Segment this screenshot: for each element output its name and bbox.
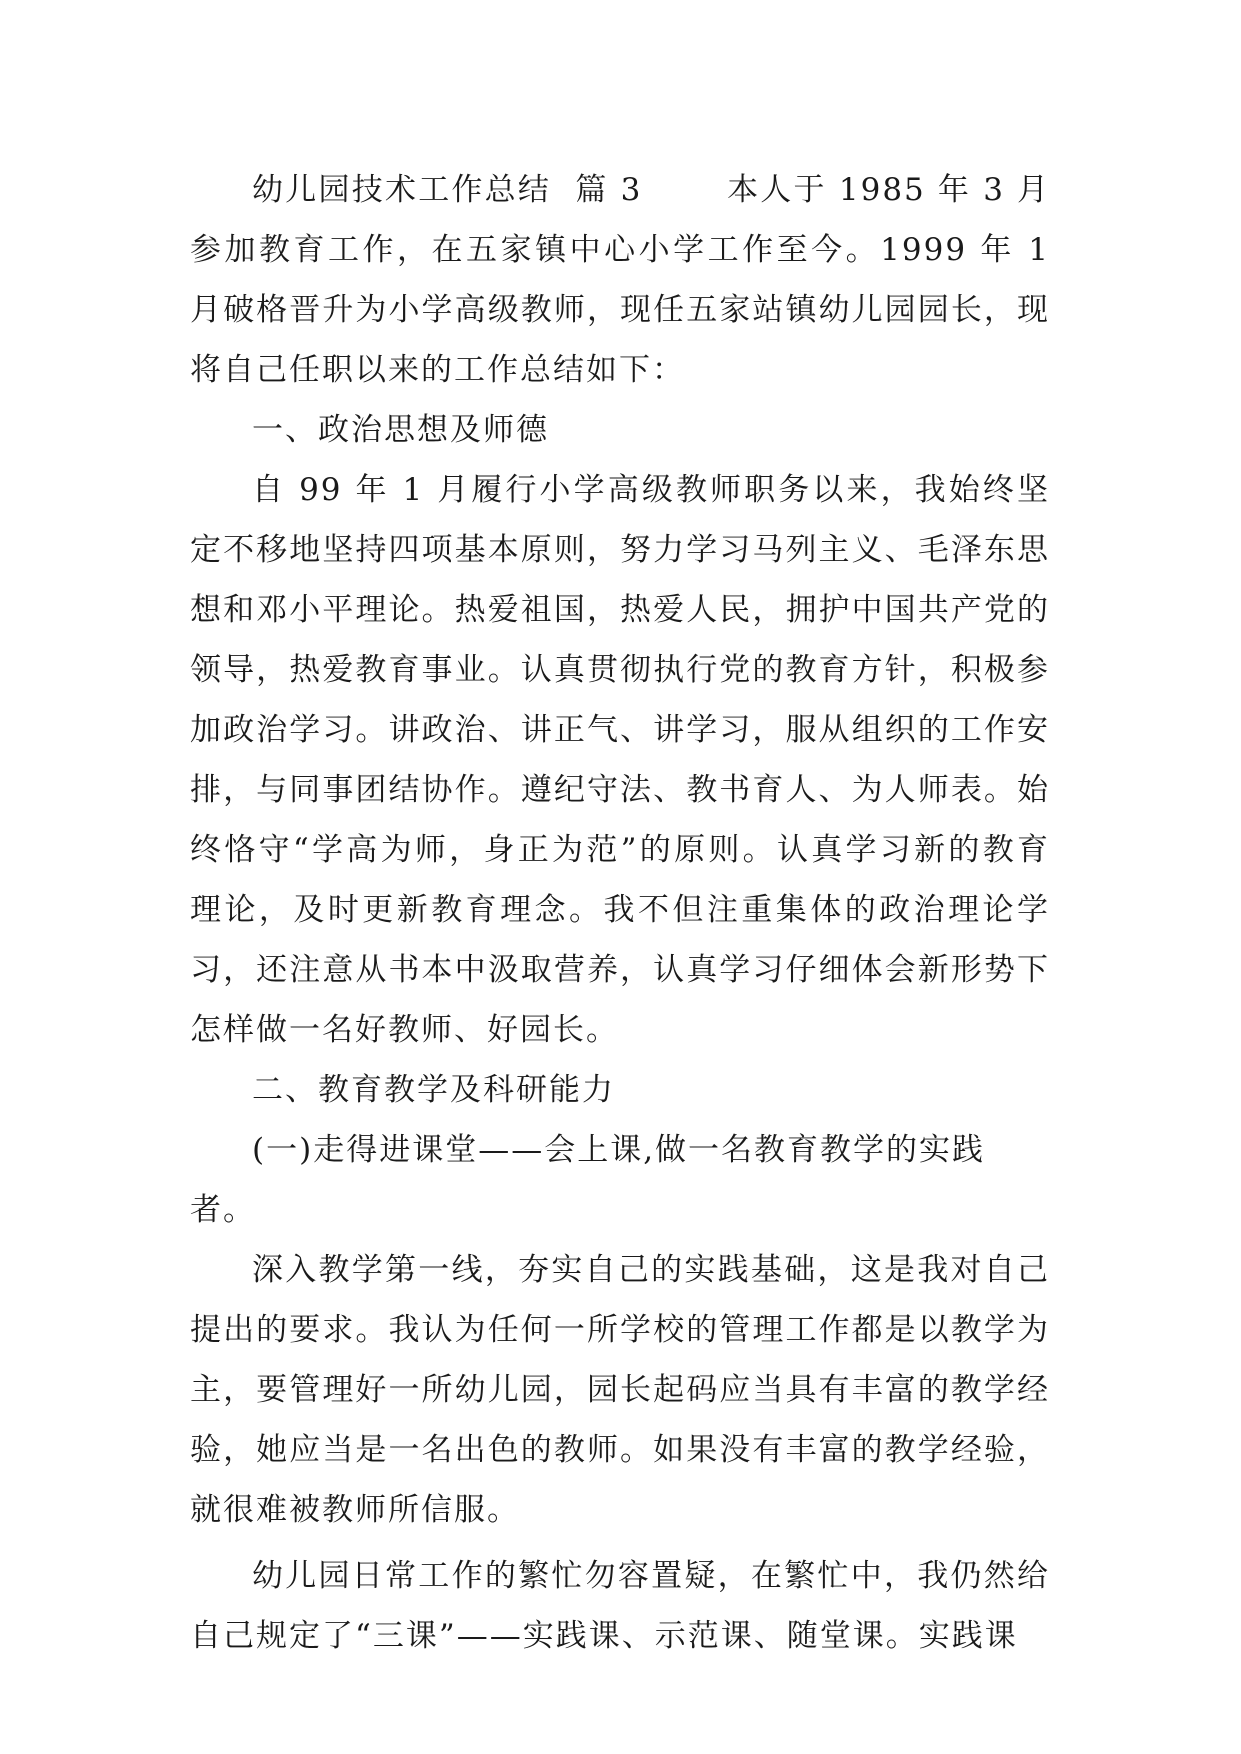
section2-paragraph-1: 深入教学第一线，夯实自己的实践基础，这是我对自己提出的要求。我认为任何一所学校的管理工作都是以教学为主，要管理好一所幼儿园，园长起码应当具有丰富的教学经验，她应当是一名出色的教师。如果没有丰富的教学经验，就很难被教师所信服。 [190, 1252, 1050, 1528]
intro-paragraph [190, 160, 1050, 400]
section1-heading: 一、政治思想及师德 [252, 412, 549, 448]
section2-paragraph-2: 幼儿园日常工作的繁忙勿容置疑，在繁忙中，我仍然给自己规定了“三课”——实践课、示范课、随堂课。实践课 [190, 1558, 1050, 1654]
intro-text: 本人于 1985 年 3 月参加教育工作，在五家镇中心小学工作至今。1999 年 1 月破格晋升为小学高级教师，现任五家站镇幼儿园园长，现将自己任职以来的工作总结如下： [190, 172, 1051, 388]
document-title: 幼儿园技术工作总结 [252, 172, 552, 208]
section2-heading: 二、教育教学及科研能力 [252, 1072, 615, 1108]
document-page [190, 160, 1050, 1666]
section2-subheading: (一)走得进课堂——会上课,做一名教育教学的实践者。 [190, 1132, 986, 1228]
section-label: 篇 3 [575, 172, 643, 208]
section1-body: 自 99 年 1 月履行小学高级教师职务以来，我始终坚定不移地坚持四项基本原则，努力学习马列主义、毛泽东思想和邓小平理论。热爱祖国，热爱人民，拥护中国共产党的领导，热爱教育事业。认真贯彻执行党的教育方针，积极参加政治学习。讲政治、讲正气、讲学习，服从组织的工作安排，与同事团结协作。遵纪守法、教书育人、为人师表。始终恪守“学高为师，身正为范”的原则。认真学习新的教育理论，及时更新教育理念。我不但注重集体的政治理论学习，还注意从书本中汲取营养，认真学习仔细体会新形势下怎样做一名好教师、好园长。 [190, 472, 1050, 1048]
